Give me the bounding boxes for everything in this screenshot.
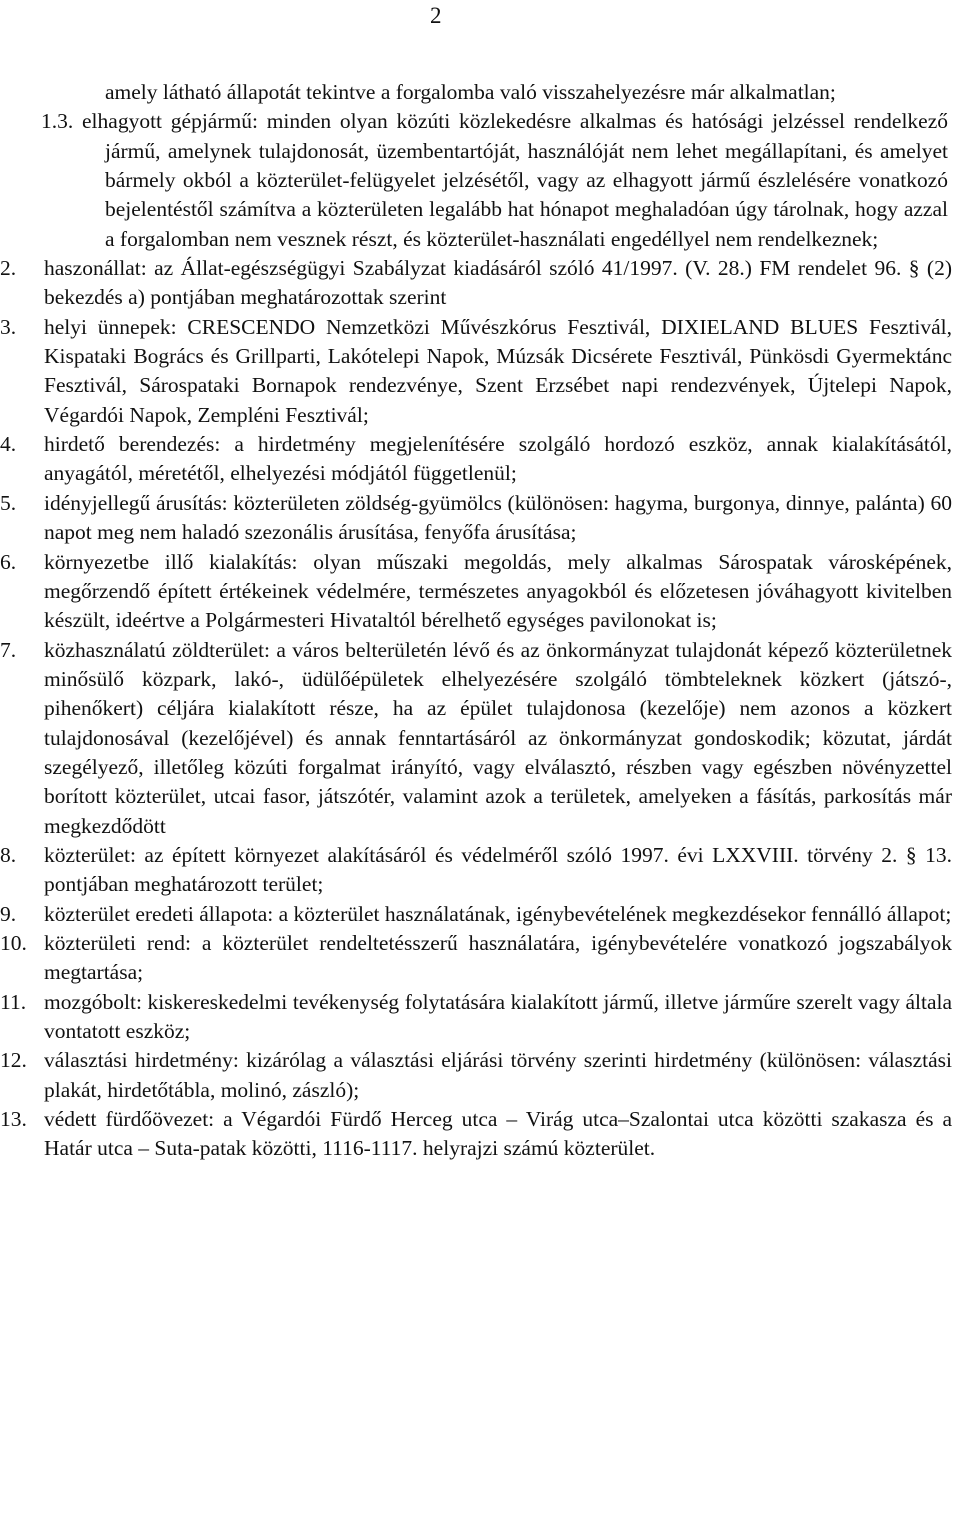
item-text: idényjellegű árusítás: közterületen zöldség-gyümölcs (különösen: hagyma, burgonya, dinnye, palánta) 60 napot meg nem haladó szezonális árusítása, fenyőfa árusítása; bbox=[44, 490, 952, 545]
definition-item bbox=[0, 900, 960, 929]
definition-item bbox=[0, 489, 960, 548]
item-number: 7. bbox=[0, 637, 17, 662]
item-number: 9. bbox=[0, 901, 17, 926]
definition-list bbox=[0, 254, 960, 1164]
item-text: védett fürdőövezet: a Végardói Fürdő Herceg utca – Virág utca–Szalontai utca közötti szakasza és a Határ utca – Suta-patak közötti, 1116-1117. helyrajzi számú közterület. bbox=[44, 1107, 952, 1161]
item-number: 12. bbox=[0, 1048, 27, 1073]
definition-item bbox=[0, 313, 960, 430]
item-number: 10. bbox=[0, 930, 27, 955]
item-number: 1.3. bbox=[41, 109, 74, 134]
definition-item bbox=[0, 548, 960, 636]
definition-item bbox=[0, 988, 960, 1047]
definition-item bbox=[0, 1105, 960, 1164]
item-number: 2. bbox=[0, 256, 17, 281]
definition-item bbox=[0, 1046, 960, 1105]
item-text: haszonállat: az Állat-egészségügyi Szabályzat kiadásáról szóló 41/1997. (V. 28.) FM rendelet 96. § (2) bekezdés a) pontjában meghatározottak szerint bbox=[44, 256, 952, 310]
item-number: 8. bbox=[0, 842, 17, 867]
item-number: 13. bbox=[0, 1107, 27, 1132]
item-text: mozgóbolt: kiskereskedelmi tevékenység folytatására kialakított jármű, illetve járműre szerelt vagy általa vontatott eszköz; bbox=[44, 989, 952, 1043]
item-text: közhasználatú zöldterület: a város belterületén lévő és az önkormányzat tulajdonát képező közterületnek minősülő közpark, lakó-, üdülőépületek elhelyezésére szolgáló tömbteleknek közkert (játszó-, pihenőkert) céljára kialakított része, ha az épület tulajdonosa (kezelője) nem azonos a közkert tulajdonosával (kezelőjével) és annak fenntartásáról az önkormányzat gondoskodik; közutat, járdát szegélyező, illetőleg közúti forgalmat irányító, vagy elválasztó, részben vagy egészben növényzettel borított közterület, utcai fasor, játszótér, valamint azok a területek, amelyeken a fásítás, parkosítás már megkezdődött bbox=[44, 637, 952, 838]
definition-1-3 bbox=[0, 107, 960, 254]
definition-item bbox=[0, 430, 960, 489]
item-text: elhagyott gépjármű: minden olyan közúti közlekedésre alkalmas és hatósági jelzéssel rendelkező jármű, amelynek tulajdonosát, üzembentartóját, használóját nem lehet megállapítani, és amelyet bármely okból a közterület-felügyelet jelzésétől, vagy az elhagyott jármű észlelésére vonatkozó bejelentéstől számítva a közterületen legalább hat hónapot meghaladóan úgy tárolnak, hogy azzal a forgalomban nem vesznek részt, és közterület-használati engedéllyel nem rendelkeznek; bbox=[82, 109, 949, 251]
definition-item bbox=[0, 929, 960, 988]
item-number: 3. bbox=[0, 314, 17, 339]
item-number: 11. bbox=[0, 989, 27, 1014]
definition-item bbox=[0, 636, 960, 841]
definition-item bbox=[0, 841, 960, 900]
item-number: 4. bbox=[0, 432, 17, 457]
definition-item bbox=[0, 254, 960, 313]
item-text: közterületi rend: a közterület rendeltetésszerű használatára, igénybevételére vonatkozó jogszabályok megtartása; bbox=[44, 930, 952, 985]
document-body bbox=[0, 78, 960, 1164]
item-text: választási hirdetmény: kizárólag a választási eljárási törvény szerinti hirdetmény (különösen: választási plakát, hirdetőtábla, molinó, zászló); bbox=[44, 1048, 952, 1102]
item-number: 6. bbox=[0, 549, 17, 574]
item-text: közterület eredeti állapota: a közterület használatának, igénybevételének megkezdésekor fennálló állapot; bbox=[44, 901, 952, 926]
item-number: 5. bbox=[0, 490, 17, 515]
page-number: 2 bbox=[430, 3, 442, 28]
item-text: közterület: az épített környezet alakításáról és védelméről szóló 1997. évi LXXVIII. törvény 2. § 13. pontjában meghatározott terület; bbox=[44, 842, 952, 897]
continuation-paragraph: amely látható állapotát tekintve a forgalomba való visszahelyezésre már alkalmatlan; bbox=[105, 80, 836, 104]
item-text: helyi ünnepek: CRESCENDO Nemzetközi Művészkórus Fesztivál, DIXIELAND BLUES Fesztivál, Kispataki Bogrács és Grillparti, Lakótelepi Napok, Múzsák Dicsérete Fesztivál, Pünkösdi Gyermektánc Fesztivál, Sárospataki Bornapok rendezvénye, Szent Erzsébet napi rendezvények, Újtelepi Napok, Végardói Napok, Zempléni Fesztivál; bbox=[44, 314, 952, 427]
item-text: környezetbe illő kialakítás: olyan műszaki megoldás, mely alkalmas Sárospatak városképének, megőrzendő épített értékeinek védelmére, természetes anyagokból és előzetesen jóváhagyott kivitelben készült, ideértve a Polgármesteri Hivataltól bérelhető egységes pavilonokat is; bbox=[44, 549, 952, 633]
item-text: hirdető berendezés: a hirdetmény megjelenítésére szolgáló hordozó eszköz, annak kialakításától, anyagától, méretétől, elhelyezési módjától függetlenül; bbox=[44, 432, 952, 486]
